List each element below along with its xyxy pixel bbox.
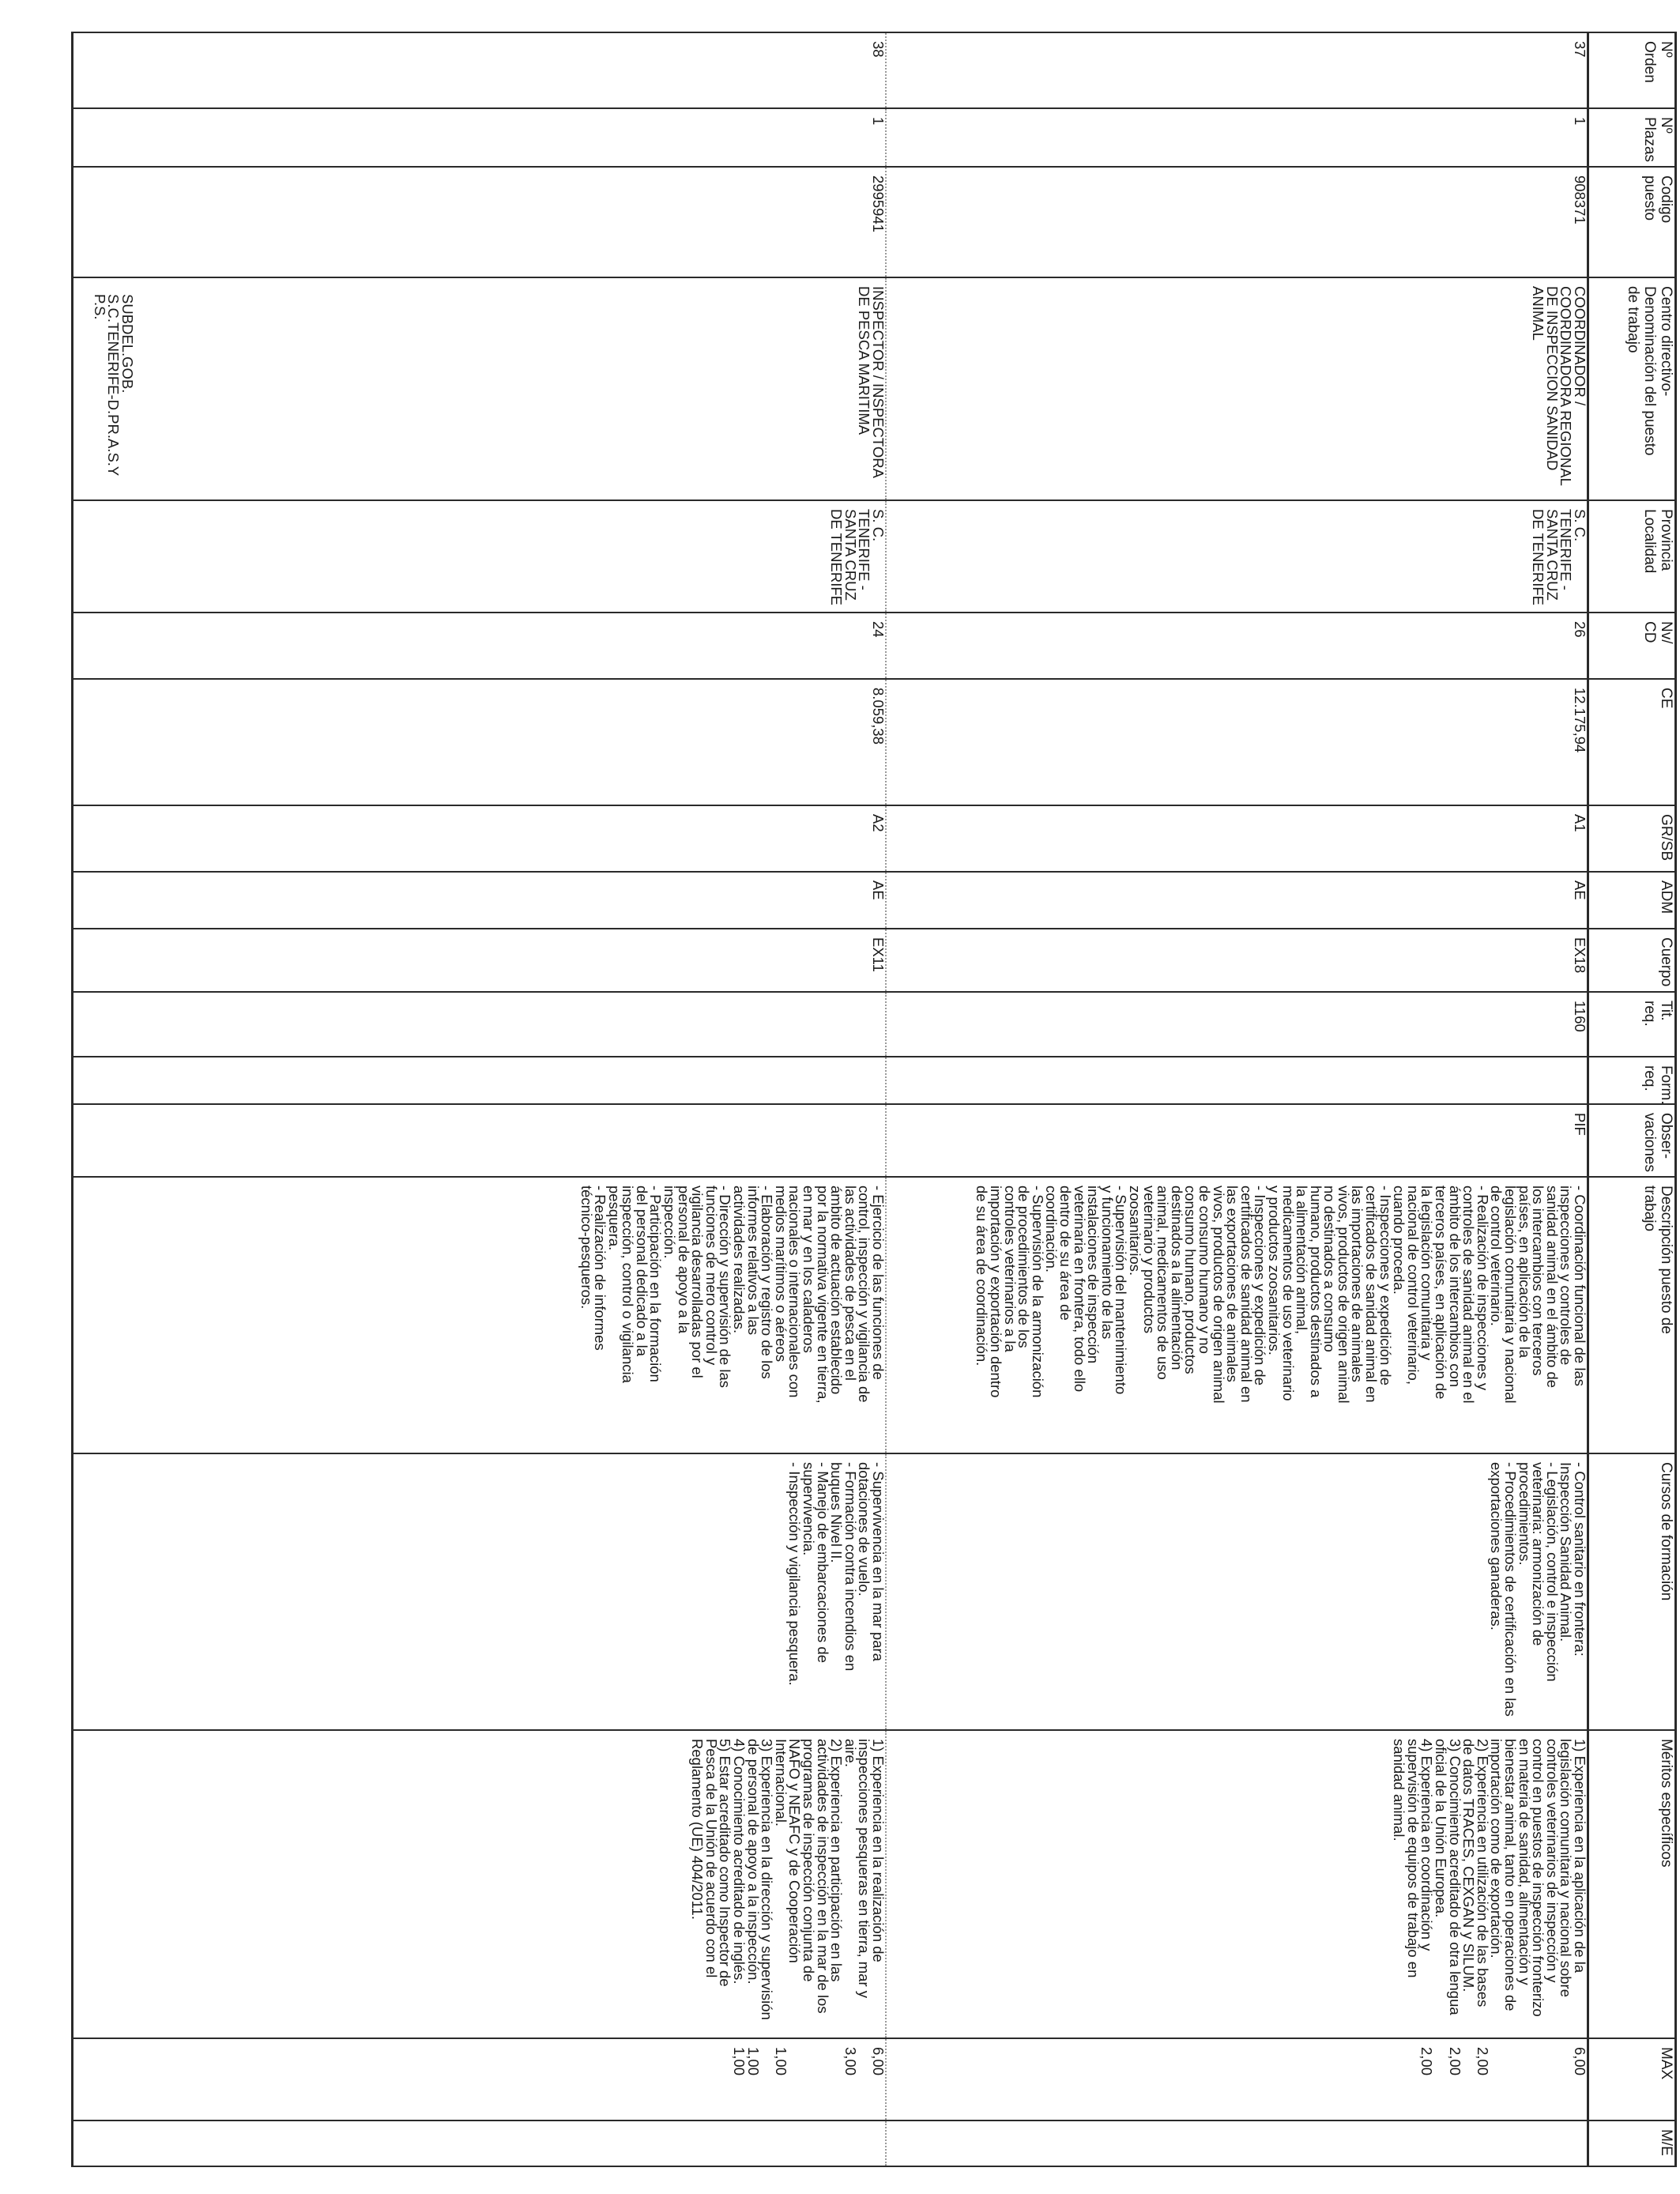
header-plazas: Nº Plazas (1588, 108, 1676, 167)
cell-cursos: - Control sanitario en frontera: Inspección Sanidad Animal. - Legislación, control e inspección veterinaria: armonización de procedimientos. - Procedimientos de certificación en las exportaciones ganaderas. (886, 1453, 1588, 1730)
cell-descripcion: - Ejercicio de las funciones de control, inspección y vigilancia de las actividades de pesca en el ámbito de actuación establecido por la normativa vigente en tierra, en mar y en los caladeros nacionales o internacionales con medios marítimos o aéreos - Elaboración y registro de los informes relativos a las actividades realizadas. - Dirección y supervisión de las funciones de mero control y vigilancia desarrolladas por el personal de apoyo a la inspección. - Participación en la formación del personal dedicado a la inspección, control o vigilancia pesquera. - Realización de informes técnico-pesqueros. (73, 1177, 886, 1453)
cell-obs: PIF (886, 1104, 1588, 1177)
header-row (1588, 32, 1676, 2166)
header-me: M/E (1588, 2120, 1676, 2166)
cell-cuerpo: EX11 (73, 929, 886, 992)
cell-plazas: 1 (73, 108, 886, 167)
cell-me (886, 2120, 1588, 2166)
cell-max: 6,00 2,00 2,00 2,00 (886, 2038, 1588, 2120)
cell-nivel: 26 (886, 613, 1588, 679)
header-centro: Centro directivo- Denominación del puesto de trabajo (1588, 277, 1676, 500)
header-provincia: Provincia Localidad (1588, 500, 1676, 613)
header-cursos: Cursos de formación (1588, 1453, 1676, 1730)
cell-grsb: A1 (886, 805, 1588, 872)
header-tit: Tit. req. (1588, 992, 1676, 1057)
cell-max: 6,00 3,00 1,00 1,00 1,00 (73, 2038, 886, 2120)
header-adm: ADM (1588, 872, 1676, 929)
header-meritos: Méritos específicos (1588, 1730, 1676, 2038)
header-descripcion: Descripción puesto de trabajo (1588, 1177, 1676, 1453)
header-max: MAX (1588, 2038, 1676, 2120)
cell-orden: 38 (73, 32, 886, 108)
cell-adm: AE (886, 872, 1588, 929)
cell-meritos: 1) Experiencia en la realización de inspecciones pesqueras en tierra, mar y aire. 2) Experiencia en participación en las actividades de inspección en la mar de los programas de inspección conjunta de NAFO y NEAFC y de Cooperación Internacional. 3) Experiencia en la dirección y supervisión de personal de apoyo a la inspección. 4) Conocimiento acreditado de inglés. 5) Estar acreditado como Inspector de Pesca de la Unión de acuerdo con el Reglamento (UE) 404/2011. (73, 1730, 886, 2038)
header-codigo: Codigo puesto (1588, 167, 1676, 277)
cell-codigo: 2995941 (73, 167, 886, 277)
cell-descripcion: - Coordinación funcional de las inspecciones y controles de sanidad animal en el ámbito de los intercambios con terceros países, en aplicación de la legislación comunitaria y nacional de control veterinario. - Realización de inspecciones y controles de sanidad animal en el ámbito de los intercambios con terceros países, en aplicación de la legislación comunitaria y nacional de control veterinario, cuando proceda. - Inspecciones y expedición de certificados de sanidad animal en las importaciones de animales vivos, productos de origen animal no destinados a consumo humano, productos destinados a la alimentación animal, medicamentos de uso veterinario y productos zoosanitarios. - Inspecciones y expedición de certificados de sanidad animal en las exportaciones de animales vivos, productos de origen animal de consumo humano y no consumo humano, productos destinados a la alimentación animal, medicamentos de uso veterinario y productos zoosanitarios. - Supervisión del mantenimiento y funcionamiento de las instalaciones de inspección veterinaria en frontera, todo ello dentro de su área de coordinación. - Supervisión de la armonización de procedimientos de los controles veterinarios a la importación y exportación dentro de su área de coordinación. (886, 1177, 1588, 1453)
cell-cursos: - Supervivencia en la mar para dotaciones de vuelo. - Formación contra incendios en buques Nivel II. - Manejo de embarcaciones de supervivencia. - Inspección y vigilancia pesquera. (73, 1453, 886, 1730)
cell-meritos: 1) Experiencia en la aplicación de la legislación comunitaria y nacional sobre controles veterinarios de inspección y control en puestos de inspección fronterizo en materia de sanidad, alimentación y bienestar animal, tanto en operaciones de importación como de exportación. 2) Experiencia en utilización de las bases de datos TRACES, CEXGAN y SILUM. 3) Conocimiento acreditado de otra lengua oficial de la Unión Europea. 4) Experiencia en coordinación y supervisión de equipos de trabajo en sanidad animal. (886, 1730, 1588, 2038)
cell-cuerpo: EX18 (886, 929, 1588, 992)
table-row (886, 32, 1588, 2166)
header-grsb: GR/SB (1588, 805, 1676, 872)
cell-tit (73, 992, 886, 1057)
table-row (73, 32, 886, 2166)
header-ce: CE (1588, 679, 1676, 805)
header-nivel: Nv/ CD (1588, 613, 1676, 679)
cell-me (73, 2120, 886, 2166)
cell-obs (73, 1104, 886, 1177)
cell-plazas: 1 (886, 108, 1588, 167)
cell-centro: COORDINADOR / COORDINADORA REGIONAL DE INSPECCION SANIDAD ANIMAL (886, 277, 1588, 500)
cell-centro: INSPECTOR / INSPECTORA DE PESCA MARITIMA SUBDEL.GOB. S.C.TENERIFE-D.PR.A.S.Y P.S. (73, 277, 886, 500)
header-cuerpo: Cuerpo (1588, 929, 1676, 992)
cell-adm: AE (73, 872, 886, 929)
cell-form (73, 1057, 886, 1104)
cell-codigo: 908371 (886, 167, 1588, 277)
cell-grsb: A2 (73, 805, 886, 872)
cell-orden: 37 (886, 32, 1588, 108)
cell-ce: 12.175,94 (886, 679, 1588, 805)
cell-ce: 8.059,38 (73, 679, 886, 805)
cell-form (886, 1057, 1588, 1104)
cell-tit: 1160 (886, 992, 1588, 1057)
header-obs: Obser- vaciones (1588, 1104, 1676, 1177)
header-orden: Nº Orden (1588, 32, 1676, 108)
header-form: Form. req. (1588, 1057, 1676, 1104)
cell-provincia: S. C. TENERIFE - SANTA CRUZ DE TENERIFE (886, 500, 1588, 613)
cell-provincia: S. C. TENERIFE - SANTA CRUZ DE TENERIFE (73, 500, 886, 613)
cell-nivel: 24 (73, 613, 886, 679)
footer-unit: SUBDEL.GOB. S.C.TENERIFE-D.PR.A.S.Y P.S. (91, 294, 136, 476)
positions-table (71, 32, 1677, 2167)
